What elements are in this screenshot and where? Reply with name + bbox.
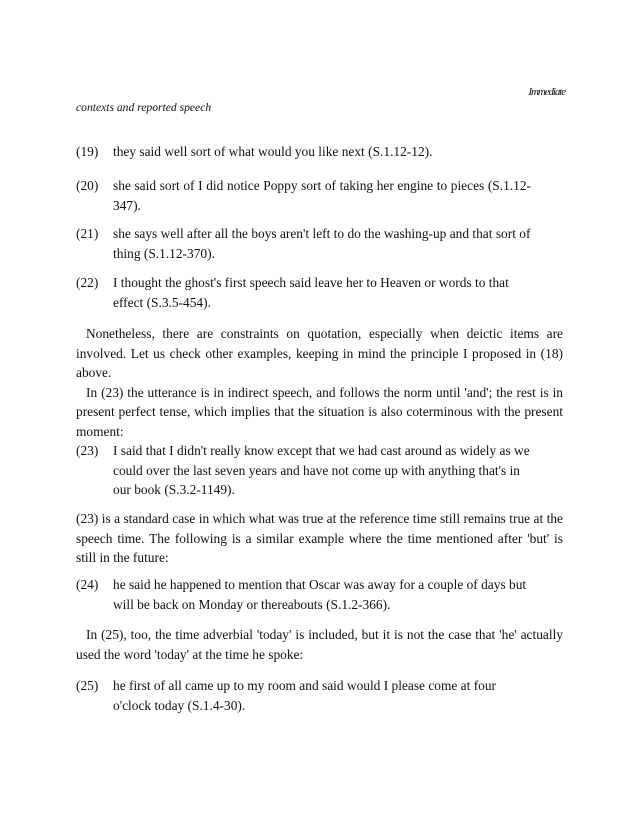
body-paragraph-3 [76,509,563,568]
example-24 [76,575,566,614]
paragraph: (23) is a standard case in which what was true at the reference time still remains true at the speech time. The following is a similar example where the time mentioned after 'but' is still in the future: [76,511,563,565]
example-number: (22) [76,275,99,290]
running-head: Immediate [528,86,565,98]
example-number: (19) [76,144,99,159]
example-text: he said he happened to mention that Oscar was away for a couple of days but will be back on Monday or thereabouts (S.1.2-366). [113,577,527,612]
section-title: contexts and reported speech [76,101,212,114]
example-23 [76,441,566,500]
example-20 [76,176,566,215]
paragraph: Nonetheless, there are constraints on quotation, especially when deictic items are involved. Let us check other examples, keeping in mind the principle I proposed in (18) above. [76,326,563,380]
paragraph: In (25), too, the time adverbial 'today' is included, but it is not the case that 'he' actually used the word 'today' at the time he spoke: [76,627,563,662]
body-paragraph-4 [76,625,563,664]
example-text: he first of all came up to my room and said would I please come at four o'clock today (S.1.4-30). [113,678,497,713]
example-number: (24) [76,577,99,592]
example-number: (25) [76,678,99,693]
example-text: I thought the ghost's first speech said leave her to Heaven or words to that effect (S.3.5-454). [113,275,509,310]
example-19 [76,142,566,162]
example-text: she says well after all the boys aren't left to do the washing-up and that sort of thing (S.1.12-370). [113,226,531,261]
example-number: (23) [76,443,99,458]
example-number: (21) [76,226,99,241]
example-text: she said sort of I did notice Poppy sort of taking her engine to pieces (S.1.12-347). [113,178,531,213]
example-25 [76,676,566,715]
body-paragraphs-1 [76,324,563,441]
example-text: I said that I didn't really know except that we had cast around as widely as we could over the last seven years and have not come up with anything that's in our book (S.3.2-1149). [113,443,530,497]
example-number: (20) [76,178,99,193]
example-22 [76,273,566,312]
example-21 [76,224,566,263]
example-text: they said well sort of what would you like next (S.1.12-12). [113,144,433,159]
paragraph: In (23) the utterance is in indirect speech, and follows the norm until 'and'; the rest is in present perfect tense, which implies that the situation is also coterminous with the present moment: [76,384,563,439]
